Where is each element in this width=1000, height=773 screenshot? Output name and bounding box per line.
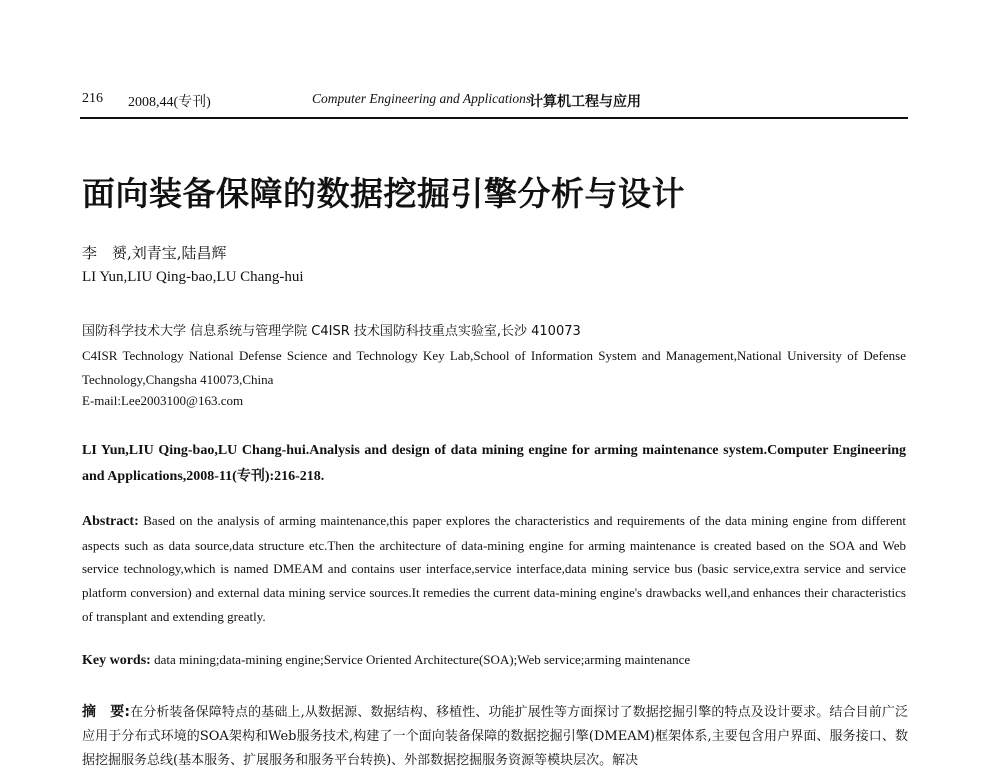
header-divider: [80, 117, 908, 119]
abstract-en: [82, 509, 906, 629]
keywords-en: [82, 652, 906, 669]
abstract-cn-label: 摘 要:: [82, 704, 130, 720]
journal-name-en: Computer Engineering and Applications: [312, 91, 532, 106]
authors-cn: 李 赟,刘青宝,陆昌辉: [82, 244, 227, 262]
affiliation-en: C4ISR Technology National Defense Science and Technology Key Lab,School of Information System and Management,National University of Defense Technology,Changsha 410073,China: [82, 348, 906, 387]
abstract-text: Based on the analysis of arming maintenance,this paper explores the characteristics and requirements of the data mining engine from different aspects such as data source,data structure etc.Then the architecture of data-mining engine for arming maintenance is created based on the SOA and Web service technology,which is named DMEAM and contains user interface,service interface,data mining service bus (basic service,extra service and service platform conversion) and external data mining service sources.It remedies the current data-mining engine's drawbacks well,and enhances their characteristics of transplant and extending greatly.: [82, 513, 906, 624]
authors-en: LI Yun,LIU Qing-bao,LU Chang-hui: [82, 269, 304, 285]
abstract-label: Abstract:: [82, 514, 139, 529]
abstract-cn-text: 在分析装备保障特点的基础上,从数据源、数据结构、移植性、功能扩展性等方面探讨了数据挖掘引擎的特点及设计要求。结合目前广泛应用于分布式环境的SOA架构和Web服务技术,构建了一个面向装备保障的数据挖掘引擎(DMEAM)框架体系,主要包含用户界面、服务接口、数据挖掘服务总线(基本服务、扩展服务和服务平台转换)、外部数据挖掘服务资源等模块层次。解决: [82, 705, 908, 768]
keywords-label: Key words:: [82, 653, 151, 668]
journal-name-cn: 计算机工程与应用: [529, 94, 641, 110]
paper-title: 面向装备保障的数据挖掘引擎分析与设计: [82, 174, 685, 213]
page-number: 216: [82, 91, 103, 106]
keywords-text: data mining;data-mining engine;Service Oriented Architecture(SOA);Web service;arming maintenance: [154, 652, 691, 667]
abstract-cn: [82, 700, 908, 773]
affiliation-cn: 国防科学技术大学 信息系统与管理学院 C4ISR 技术国防科技重点实验室,长沙 410073: [82, 324, 581, 339]
author-email: E-mail:Lee2003100@163.com: [82, 393, 244, 408]
citation: LI Yun,LIU Qing-bao,LU Chang-hui.Analysis and design of data mining engine for arming maintenance system.Computer Engineering and Applications,2008-11(专刊):216-218.: [82, 443, 906, 484]
running-header: [82, 91, 908, 117]
issue-info: 2008,44(专刊): [128, 95, 211, 110]
